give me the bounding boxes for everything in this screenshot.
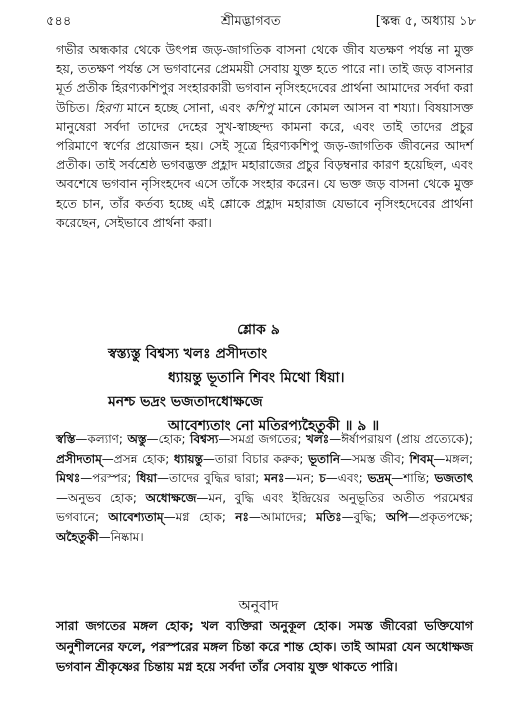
purport-text-1: গভীর অন্ধকার থেকে উৎপন্ন জড়-জাগতিক বাসনা থেকে জীব যতক্ষণ পর্যন্ত না মুক্ত হয়, ততক্ষণ পর্যন্ত সে ভগবানের প্রেমময়ী সেবায় যুক্ত হতে পারে না। তাই জড় বাসনার মূর্ত প্রতীক হিরণ্যকশিপুর সংহারকারী ভগবান নৃসিংহদেবের প্রার্থনা আমাদের সর্বদা করা উচিত।: [56, 42, 473, 115]
word-meaning: —মগ্ন হোক;: [163, 510, 236, 524]
word-meaning: —হোক;: [146, 432, 191, 446]
word-meaning: —অনুভব হোক;: [56, 490, 146, 505]
verse-line-2: ধ্যায়ন্তু ভূতানি শিবং মিথো ধিয়া।: [168, 370, 345, 386]
word-meaning: —মন, বুদ্ধি এবং ইন্দ্রিয়ের অনুভূতির অতীত পরমেশ্বর ভগবানে;: [56, 490, 473, 524]
sanskrit-word: আবেশ্যতাম্: [108, 510, 164, 524]
word-meaning: —মঙ্গল;: [433, 451, 473, 466]
word-meaning: —তারা বিচার করুক;: [202, 451, 309, 466]
word-meaning: —আমাদের;: [248, 510, 317, 524]
word-meaning: —এবং;: [325, 471, 368, 485]
sanskrit-word: অহৈতুকী: [56, 529, 99, 544]
sanskrit-word: মতিঃ: [316, 510, 342, 524]
purport-text-3: মানে কোমল আসন বা শয্যা। বিষয়াসক্ত মানুষেরা সর্বদা তাদের দেহের সুখ-স্বাচ্ছন্দ্য কামনা করে, এবং তাই তাদের প্রচুর পরিমাণে স্বর্ণের প্রয়োজন হয়। সেই সূত্রে হিরণ্যকশিপু জড়-জাগতিক জীবনের আদর্শ প্রতীক। তাই সর্বশ্রেষ্ঠ ভগবদ্ভক্ত প্রহ্লাদ মহারাজের প্রচুর বিড়ম্বনার কারণ হয়েছিল, এবং অবশেষে ভগবান নৃসিংহদেব এসে তাঁকে সংহার করেন। যে ভক্ত জড় বাসনা থেকে মুক্ত হতে চান, তাঁর কর্তব্য হচ্ছে এই শ্লোকে প্রহ্লাদ মহারাজ যেভাবে নৃসিংহদেবের প্রার্থনা করেছেন, সেইভাবে প্রার্থনা করা।: [56, 99, 473, 230]
sanskrit-word: অস্তু: [127, 432, 147, 446]
sanskrit-word: ধ্যায়ন্তু: [173, 451, 203, 466]
word-meaning: —শান্তি;: [391, 471, 435, 485]
verse-line-4: আবেশ্যতাং নো মতিরপ্যহৈতুকী ॥ ৯ ॥: [168, 418, 380, 434]
sanskrit-word: ভূতানি: [308, 451, 341, 466]
word-meaning: —প্রকৃতপক্ষে;: [407, 510, 473, 524]
word-meaning: —সমগ্র জগতের;: [218, 432, 306, 446]
word-meaning: —কল্যাণ;: [75, 432, 128, 446]
word-meaning: —বুদ্ধি;: [341, 510, 386, 524]
word-meaning: —সমস্ত জীব;: [340, 451, 410, 466]
word-meaning: —প্রসন্ন হোক;: [101, 451, 174, 466]
page-header: [46, 12, 476, 34]
purport-term-kasipu: কশিপু: [245, 99, 274, 115]
sanskrit-word: বিশ্বস্য: [190, 432, 219, 446]
sanskrit-word: মনঃ: [264, 471, 285, 485]
word-meaning: —পরস্পর;: [80, 471, 137, 485]
sanskrit-word: চ: [319, 471, 326, 485]
sanskrit-word: প্রসীদতাম্: [56, 451, 102, 466]
chapter-reference: [স্কন্ধ ৫, অধ্যায় ১৮: [375, 14, 476, 29]
sanskrit-word: শিবম্: [409, 451, 434, 466]
verse-line-3: মনশ্চ ভদ্রং ভজতাদধোক্ষজে: [108, 394, 263, 410]
word-meaning: —তাদের বুদ্ধির দ্বারা;: [157, 471, 265, 485]
book-title: শ্রীমদ্ভাগবত: [221, 14, 281, 29]
translation-heading: অনুবাদ: [238, 598, 279, 614]
sanskrit-word: ভদ্রম্: [367, 471, 392, 485]
sanskrit-word: খলঃ: [305, 432, 330, 446]
translation-text: সারা জগতের মঙ্গল হোক; খল ব্যক্তিরা অনুকূল হোক। সমস্ত জীবেরা ভক্তিযোগ অনুশীলনের ফলে, পরস্পরের মঙ্গল চিন্তা করে শান্ত হোক। তাই আমরা যেন অধোক্ষজ ভগবান শ্রীকৃষ্ণের চিন্তায় মগ্ন হয়ে সর্বদা তাঁর সেবায় যুক্ত থাকতে পারি।: [56, 618, 473, 674]
sanskrit-word: নঃ: [235, 510, 249, 524]
word-meaning: —নিষ্কাম।: [98, 529, 144, 544]
page-number: ৫৪৪: [46, 14, 72, 29]
sanskrit-word: অধোক্ষজে: [145, 490, 197, 505]
word-meaning: —মন;: [284, 471, 320, 485]
purport-paragraph: [56, 40, 473, 232]
purport-text-2: মানে হচ্ছে সোনা, এবং: [122, 99, 246, 115]
sanskrit-word: স্বস্তি: [56, 432, 76, 446]
word-for-word-synonyms: [56, 430, 473, 547]
word-meaning: —ঈর্ষাপরায়ণ (প্রায় প্রত্যেকে);: [329, 432, 474, 446]
sanskrit-word: অপি: [385, 510, 408, 524]
purport-term-hiranya: হিরণ্য: [94, 99, 123, 115]
sanskrit-word: ধিয়া: [136, 471, 158, 485]
verse-heading: শ্লোক ৯: [237, 322, 280, 338]
sanskrit-word: মিথঃ: [56, 471, 81, 485]
sanskrit-word: ভজতাৎ: [434, 471, 474, 485]
verse-line-1: স্বস্ত্যস্তু বিশ্বস্য খলঃ প্রসীদতাং: [108, 346, 268, 362]
